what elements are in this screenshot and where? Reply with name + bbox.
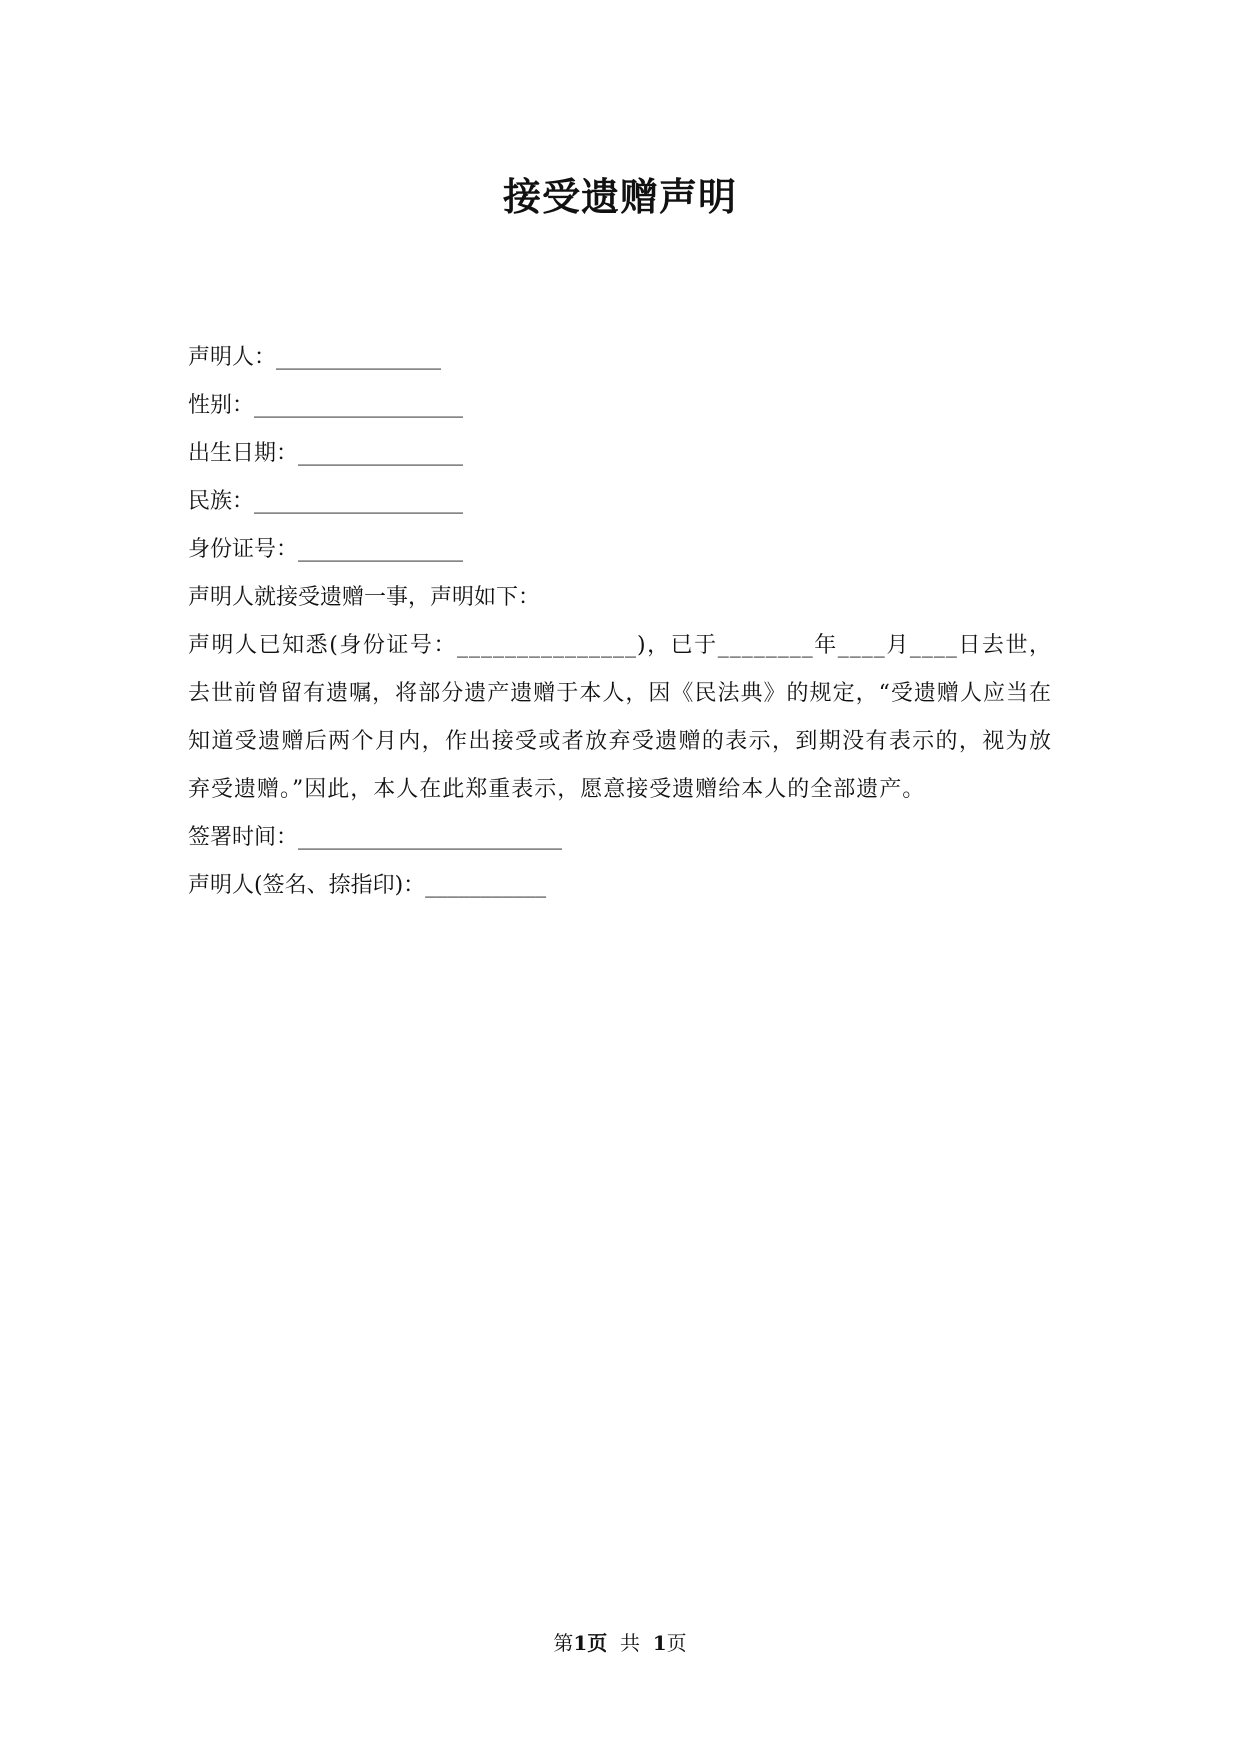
field-ethnicity: 民族：___________________ (188, 489, 464, 514)
footer-page-word: 页 (587, 1631, 608, 1655)
field-id-number: 身份证号：_______________ (188, 537, 464, 562)
footer-total-word: 共 (620, 1631, 640, 1655)
footer-prefix: 第 (553, 1631, 574, 1655)
footer-current-page: 1 (573, 1631, 588, 1655)
footer-total-pages: 1 (652, 1631, 667, 1655)
signer-line: 声明人(签名、捺指印)：___________ (188, 873, 547, 898)
footer-suffix: 页 (666, 1631, 687, 1655)
document-body (188, 334, 1052, 910)
page-footer (0, 1628, 1240, 1658)
intro-line: 声明人就接受遗赠一事，声明如下： (188, 585, 541, 610)
document-title: 接受遗赠声明 (502, 174, 737, 219)
declaration-paragraph: 声明人已知悉(身份证号：_______________)，已于________年____月____日去世，去世前曾留有遗嘱，将部分遗产遗赠于本人，因《民法典》的规定，“受遗赠人应当在知道受遗赠后两个月内，作出接受或者放弃受遗赠的表示，到期没有表示的，视为放弃受遗赠。”因此，本人在此郑重表示，愿意接受遗赠给本人的全部遗产。 (188, 633, 1052, 802)
field-gender: 性别：___________________ (188, 393, 464, 418)
field-declarant: 声明人：_______________ (188, 345, 442, 370)
sign-time-line: 签署时间：________________________ (188, 825, 563, 850)
field-birth-date: 出生日期：_______________ (188, 441, 464, 466)
